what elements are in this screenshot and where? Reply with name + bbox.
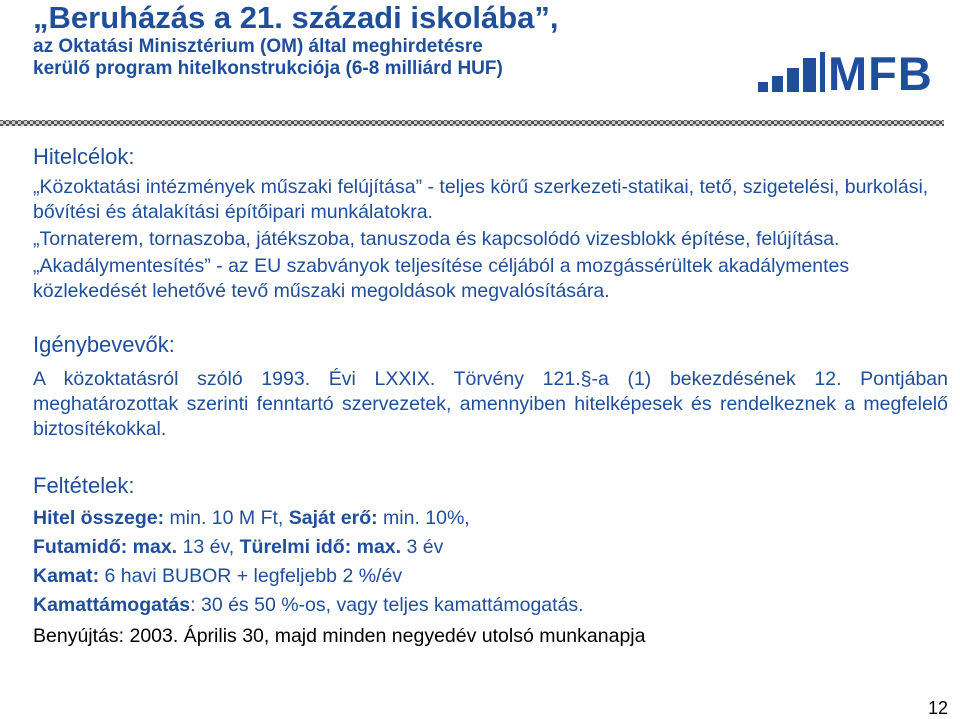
hitelcel-item: „Közoktatási intézmények műszaki felújítása” - teljes körű szerkezeti-statikai, tető, szigetelési, burkolási, bővítési és átalakítási építőipari munkálatokra. (33, 176, 929, 223)
feltetel-line-kamattamogatas (33, 593, 948, 618)
content (33, 143, 948, 649)
feltetel-line-kamat (33, 564, 948, 589)
logo-bar (820, 52, 825, 92)
kamattamogatas-label: Kamattámogatás (33, 594, 191, 616)
hitel-value: min. 10 M Ft, (164, 507, 289, 529)
sajat-value: min. 10%, (377, 507, 470, 529)
logo-bar (787, 68, 799, 92)
header-divider (0, 118, 944, 128)
hitelcel-item: „Akadálymentesítés” - az EU szabványok teljesítése céljából a mozgássérültek akadálymentes közlekedését lehetővé tevő műszaki megoldások megvalósítására. (33, 255, 850, 302)
mfb-logo (758, 47, 958, 100)
logo-text: MFB (828, 47, 933, 100)
benyujtas-line: Benyújtás: 2003. Április 30, majd minden negyedév utolsó munkanapja (33, 625, 646, 647)
logo-bar (758, 82, 768, 92)
turelmi-label: Türelmi idő: max. (239, 536, 402, 558)
sajat-label: Saját erő: (288, 507, 378, 529)
hitel-label: Hitel összege: (33, 507, 165, 529)
kamat-value: 6 havi BUBOR + legfeljebb 2 %/év (99, 565, 403, 587)
logo-bar (772, 76, 783, 92)
kamattamogatas-value: : 30 és 50 %-os, vagy teljes kamattámogatás. (190, 594, 584, 616)
logo-bar (803, 58, 816, 92)
title-subtitle-line2: kerülő program hitelkonstrukciója (6-8 milliárd HUF) (33, 58, 503, 79)
hitelcelok-heading: Hitelcélok: (33, 144, 135, 169)
title-block (33, 0, 733, 80)
page-title: „Beruházás a 21. századi iskolába”, (33, 0, 559, 35)
feltetel-line-hitel (33, 506, 948, 531)
futamido-value: 13 év, (177, 536, 240, 558)
igenybevevok-heading: Igénybevevők: (33, 332, 175, 357)
feltetel-line-futamido (33, 535, 948, 560)
futamido-label: Futamidő: max. (33, 536, 178, 558)
title-subtitle-line1: az Oktatási Minisztérium (OM) által meghirdetésre (33, 36, 483, 57)
igenybevevok-text: A közoktatásról szóló 1993. Évi LXXIX. Törvény 121.§-a (1) bekezdésének 12. Pontjában meghatározottak szerinti fenntartó szervezetek, amennyiben hitelképesek és rendelkeznek a megfelelő biztosítékokkal. (33, 368, 948, 440)
hitelcel-item: „Tornaterem, tornaszoba, játékszoba, tanuszoda és kapcsolódó vizesblokk építése, felújítása. (33, 228, 840, 250)
turelmi-value: 3 év (401, 536, 444, 558)
feltetelek-heading: Feltételek: (33, 473, 135, 498)
page-number: 12 (927, 698, 948, 718)
kamat-label: Kamat: (33, 565, 100, 587)
